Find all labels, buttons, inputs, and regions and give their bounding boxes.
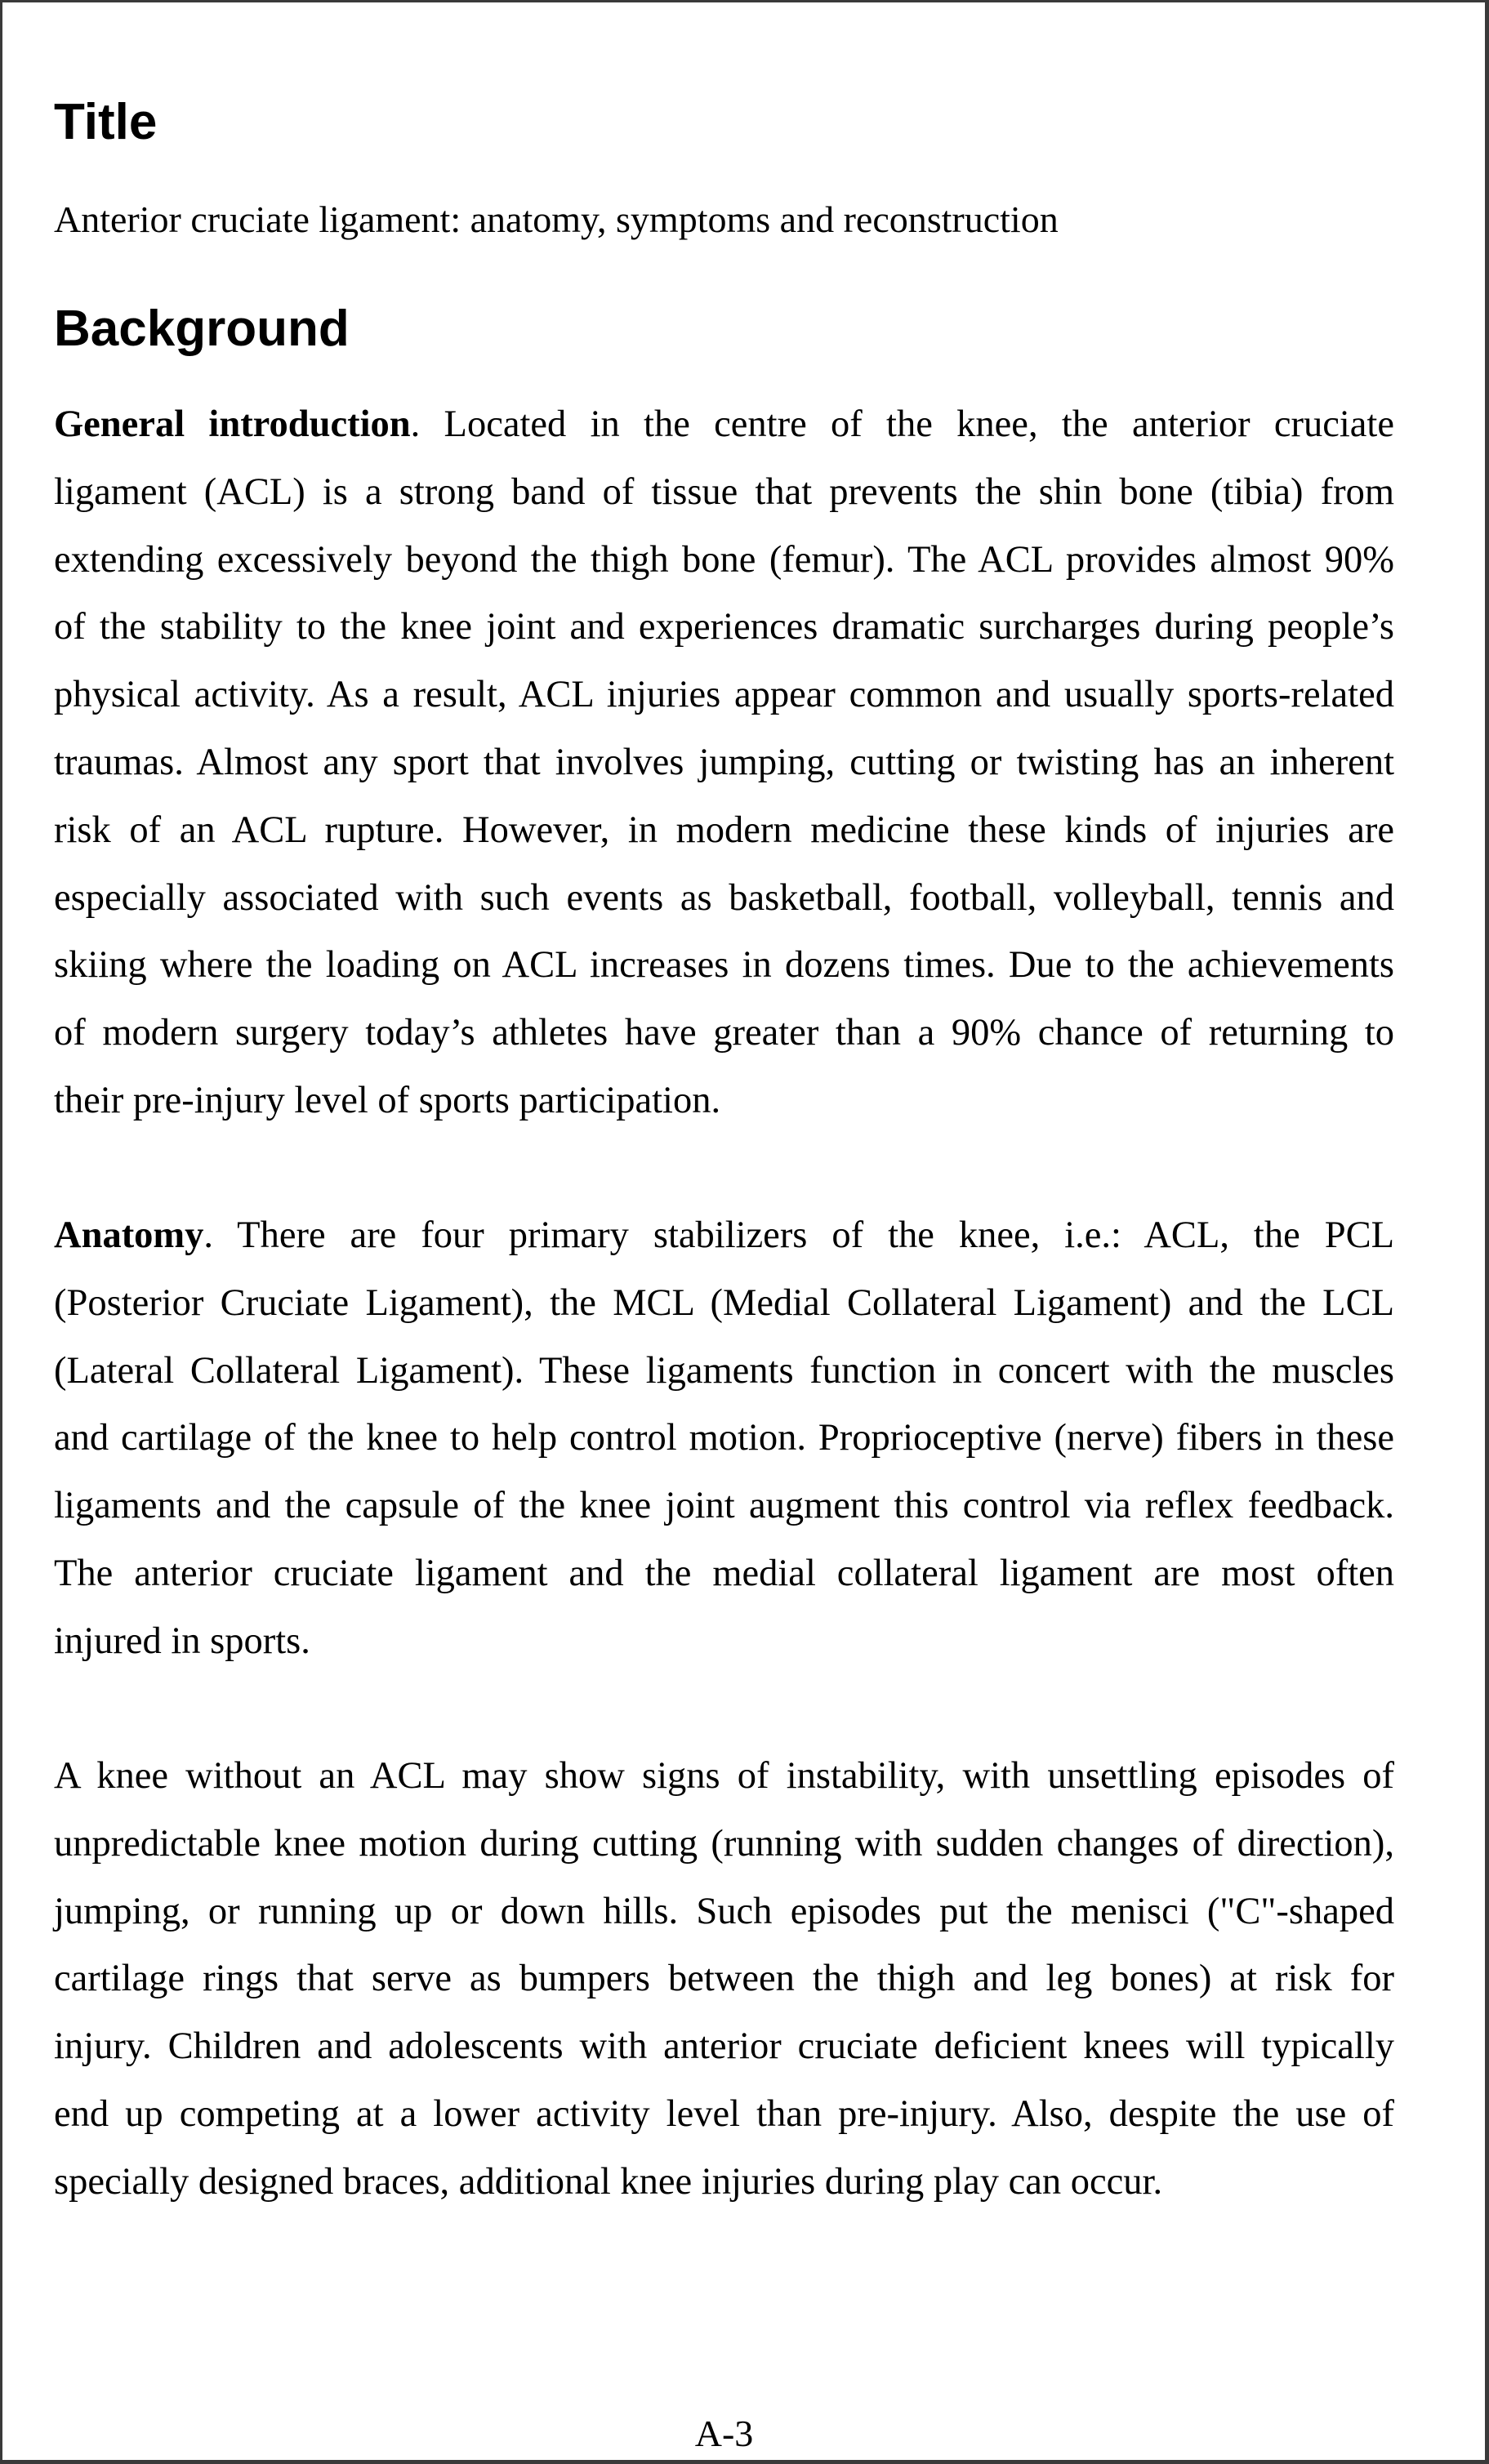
paragraph-line: traumas. Almost any sport that involves jumping, cutting or twisting has an inherent — [54, 741, 1394, 783]
paragraph-line: their pre-injury level of sports participation. — [54, 1079, 721, 1121]
paragraph-general-introduction — [54, 391, 1394, 1135]
paragraph-lead-bold: General introduction — [54, 403, 411, 445]
paragraph-line: cartilage rings that serve as bumpers between the thigh and leg bones) at risk for — [54, 1958, 1394, 2000]
paragraph-line: The anterior cruciate ligament and the medial collateral ligament are most often — [54, 1552, 1394, 1594]
paragraph-line: and cartilage of the knee to help control motion. Proprioceptive (nerve) fibers in these — [54, 1417, 1394, 1459]
paragraph-line: (Posterior Cruciate Ligament), the MCL (Medial Collateral Ligament) and the LCL — [54, 1281, 1394, 1324]
paragraph-line: . There are four primary stabilizers of the knee, i.e.: ACL, the PCL — [203, 1214, 1394, 1256]
paragraph-line: A knee without an ACL may show signs of instability, with unsettling episodes of — [54, 1755, 1394, 1797]
paragraph-anatomy — [54, 1202, 1394, 1676]
paragraph-lead-bold: Anatomy — [54, 1214, 204, 1256]
paragraph-knee-instability — [54, 1743, 1394, 2217]
paragraph-line: of the stability to the knee joint and experiences dramatic surcharges during people’s — [54, 606, 1394, 648]
page-number: A-3 — [694, 2413, 754, 2454]
paragraph-line: (Lateral Collateral Ligament). These ligaments function in concert with the muscles — [54, 1349, 1394, 1392]
paragraph-line: specially designed braces, additional knee injuries during play can occur. — [54, 2160, 1163, 2203]
section-heading-background: Background — [54, 301, 350, 357]
paragraph-line: physical activity. As a result, ACL injuries appear common and usually sports-related — [54, 674, 1394, 716]
paragraph-line: of modern surgery today’s athletes have greater than a 90% chance of returning to — [54, 1012, 1394, 1054]
paragraph-line: extending excessively beyond the thigh bone (femur). The ACL provides almost 90% — [54, 538, 1394, 581]
paragraph-line: unpredictable knee motion during cutting (running with sudden changes of direction), — [54, 1822, 1394, 1865]
paragraph-line: ligament (ACL) is a strong band of tissue that prevents the shin bone (tibia) from — [54, 470, 1394, 513]
document-page — [2, 2, 1485, 2460]
paragraph-line: injured in sports. — [54, 1620, 310, 1662]
paragraph-line: especially associated with such events as basketball, football, volleyball, tennis and — [54, 876, 1394, 919]
paragraph-line: injury. Children and adolescents with anterior cruciate deficient knees will typically — [54, 2025, 1394, 2068]
paragraph-line: end up competing at a lower activity level than pre-injury. Also, despite the use of — [54, 2092, 1394, 2135]
paragraph-line: jumping, or running up or down hills. Such episodes put the menisci ("C"-shaped — [54, 1890, 1394, 1932]
paragraph-line: . Located in the centre of the knee, the anterior cruciate — [410, 403, 1394, 445]
paragraph-line: ligaments and the capsule of the knee joint augment this control via reflex feedback. — [54, 1485, 1394, 1527]
document-title-text: Anterior cruciate ligament: anatomy, symptoms and reconstruction — [54, 198, 1059, 240]
paragraph-line: skiing where the loading on ACL increases in dozens times. Due to the achievements — [54, 944, 1394, 987]
section-heading-title: Title — [54, 94, 158, 150]
paragraph-line: risk of an ACL rupture. However, in modern medicine these kinds of injuries are — [54, 809, 1394, 851]
